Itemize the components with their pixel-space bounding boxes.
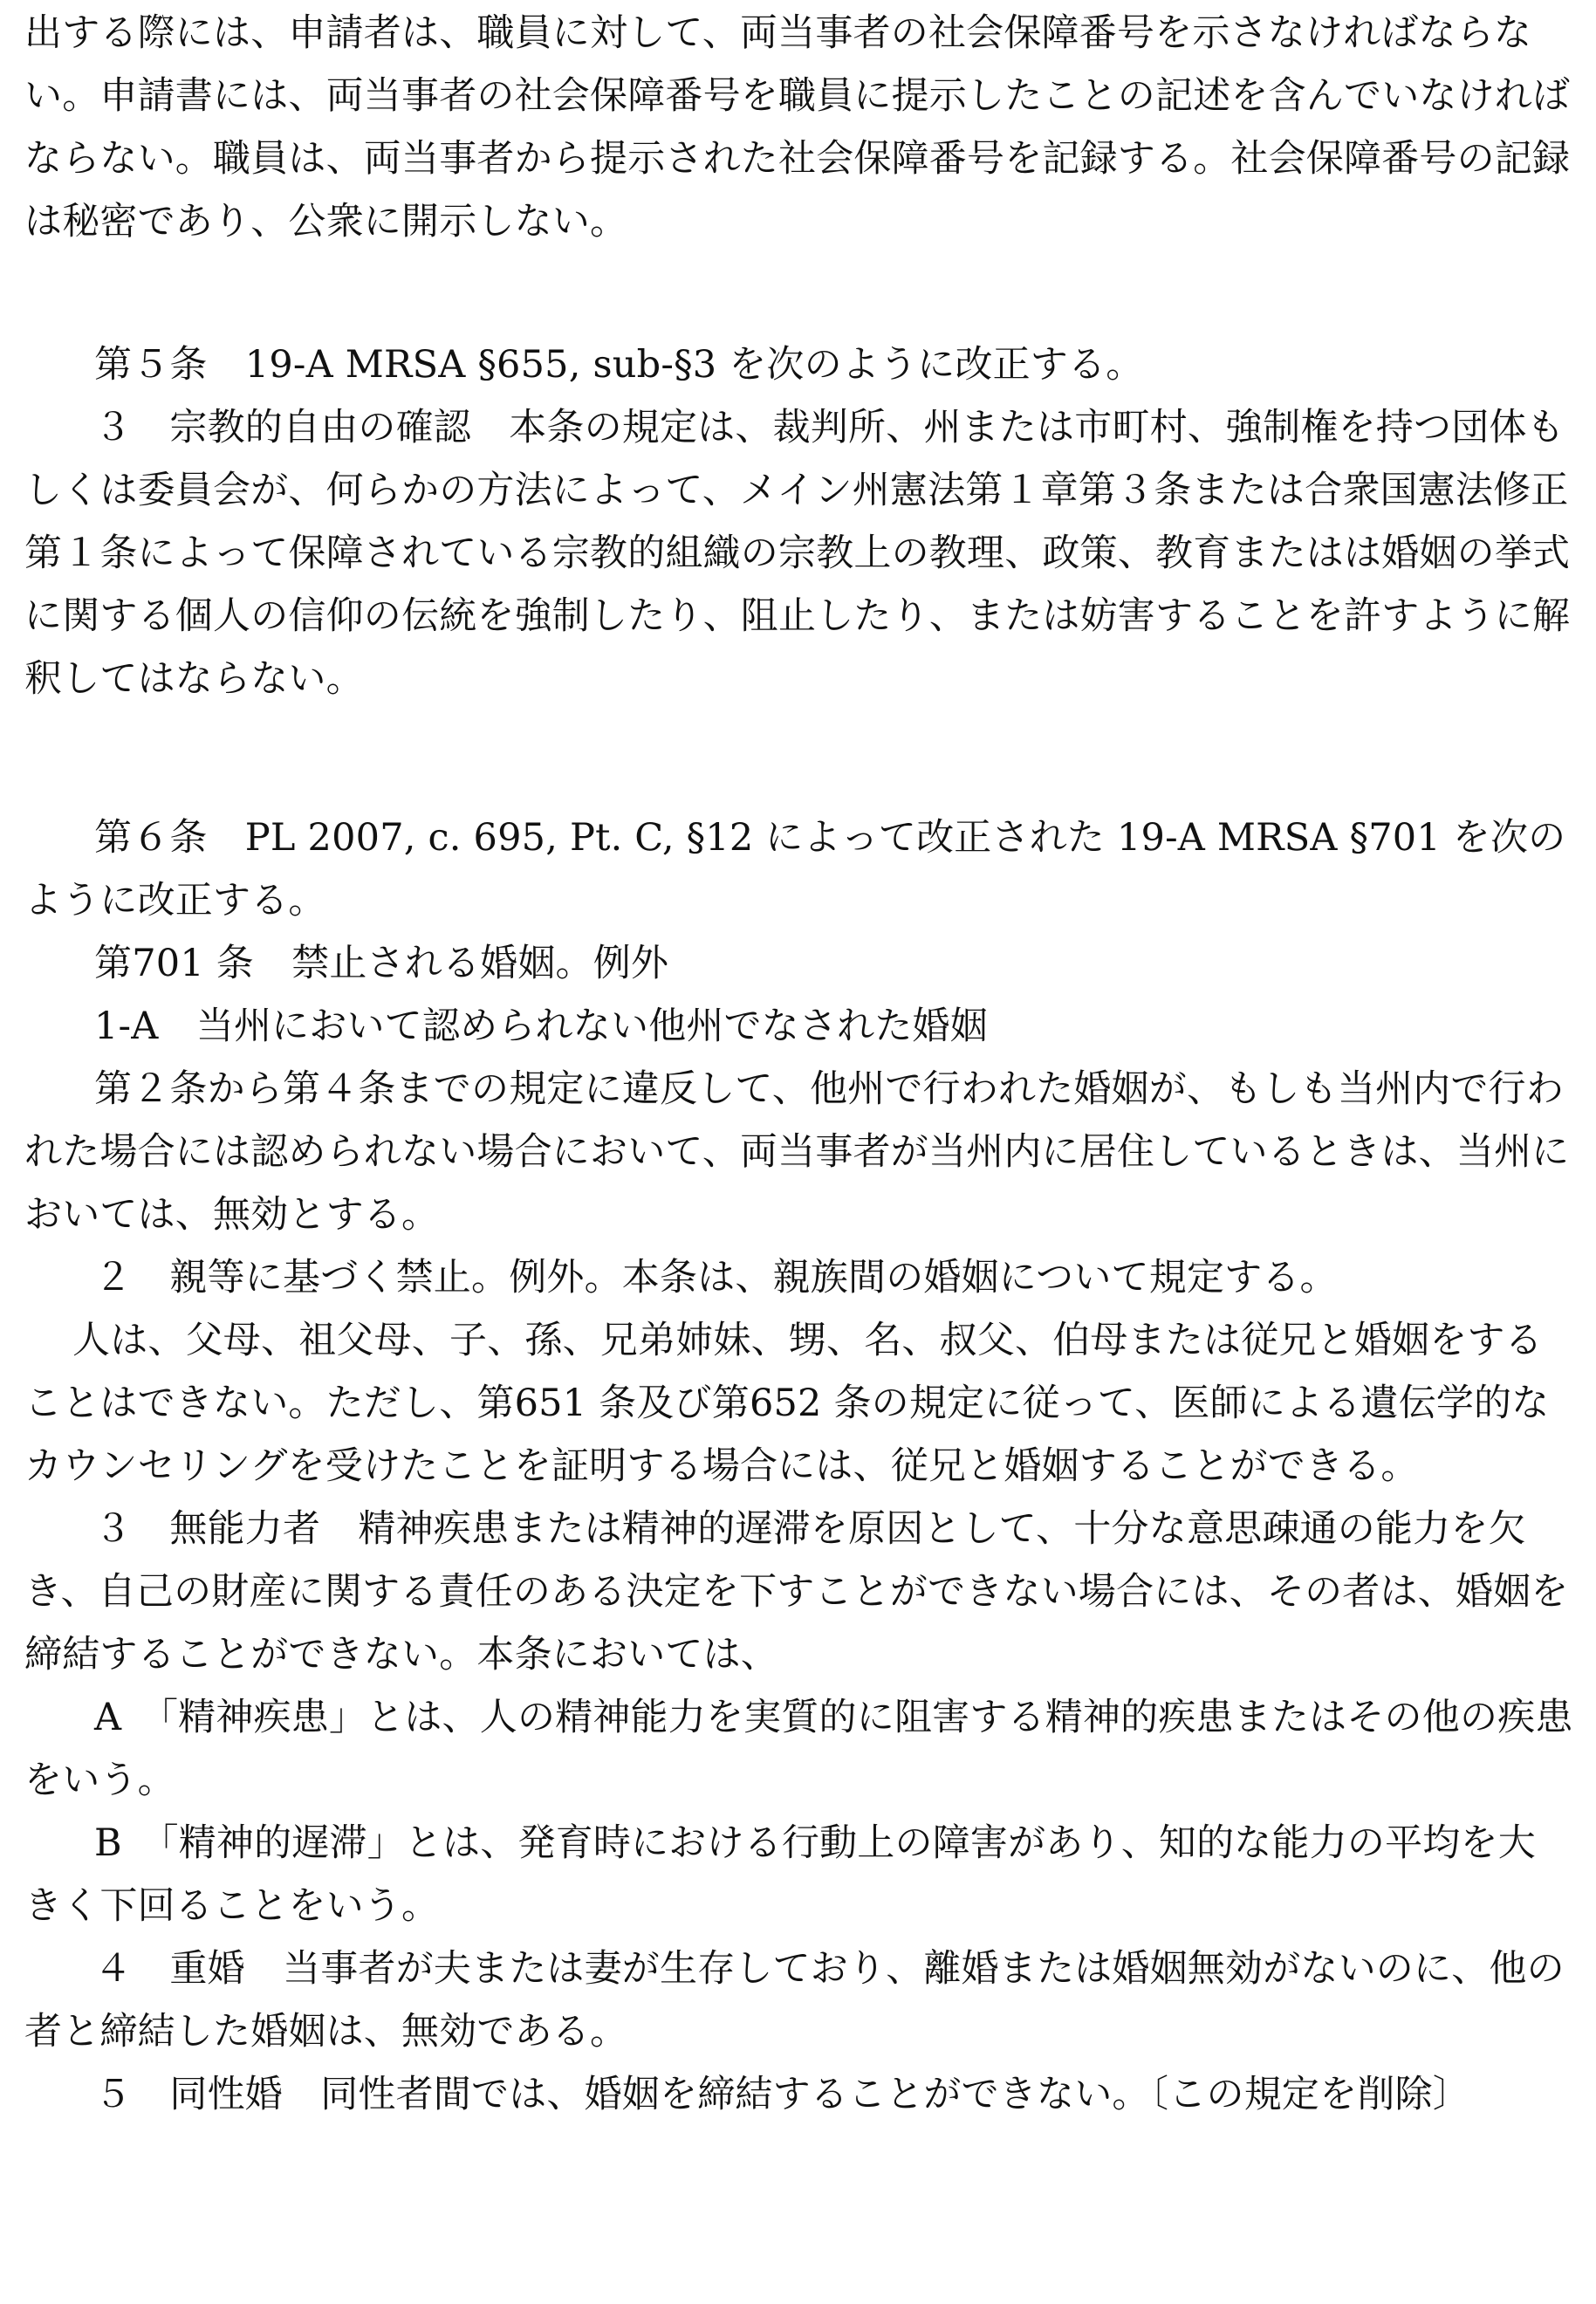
paragraph-article-6-heading: 第６条 PL 2007, c. 695, Pt. C, §12 によって改正された 19-A MRSA §701 を次のように改正する。	[24, 816, 1566, 922]
paragraph-section-701-title: 第701 条 禁止される婚姻。例外	[94, 942, 669, 985]
paragraph-consanguinity-heading: ２ 親等に基づく禁止。例外。本条は、親族間の婚姻について規定する。	[94, 1256, 1338, 1299]
paragraph-definition-mental-illness: A 「精神疾患」とは、人の精神能力を実質的に阻害する精神的疾患またはその他の疾患をいう。	[24, 1696, 1573, 1802]
paragraph-religious-freedom: ３ 宗教的自由の確認 本条の規定は、裁判所、州または市町村、強制権を持つ団体もしくは委員会が、何らかの方法によって、メイン州憲法第１章第３条または合衆国憲法修正第１条によって保障されている宗教的組織の宗教上の教理、政策、教育またはは婚姻の挙式に関する個人の信仰の伝統を強制したり、阻止したり、または妨害することを許すように解釈してはならない。	[24, 406, 1571, 701]
paragraph-consanguinity-body: 人は、父母、祖父母、子、孫、兄弟姉妹、甥、名、叔父、伯母または従兄と婚姻をすることはできない。ただし、第651 条及び第652 条の規定に従って、医師による遺伝学的なカウンセリングを受けたことを証明する場合には、従兄と婚姻することができる。	[24, 1319, 1550, 1488]
paragraph-definition-mental-retardation: B 「精神的遅滞」とは、発育時における行動上の障害があり、知的な能力の平均を大きく下回ることをいう。	[24, 1821, 1536, 1928]
paragraph-ssn-disclosure: 出する際には、申請者は、職員に対して、両当事者の社会保障番号を示さなければならない。申請書には、両当事者の社会保障番号を職員に提示したことの記述を含んでいなければならない。職員は、両当事者から提示された社会保障番号を記録する。社会保障番号の記録は秘密であり、公衆に開示しない。	[24, 11, 1571, 243]
paragraph-article-5-heading: 第５条 19-A MRSA §655, sub-§3 を次のように改正する。	[94, 343, 1144, 387]
section-article-5	[24, 333, 1573, 710]
paragraph-out-of-state-marriage: 第２条から第４条までの規定に違反して、他州で行われた婚姻が、もしも当州内で行われた場合には認められない場合において、両当事者が当州内に居住しているときは、当州においては、無効とする。	[24, 1067, 1570, 1237]
paragraph-1a-heading: 1-A 当州において認められない他州でなされた婚姻	[94, 1005, 988, 1048]
section-intro	[24, 2, 1573, 253]
paragraph-same-sex-marriage: ５ 同性婚 同性者間では、婚姻を締結することができない。〔この規定を削除〕	[94, 2073, 1470, 2116]
section-article-6	[24, 806, 1573, 2126]
paragraph-bigamy: ４ 重婚 当事者が夫または妻が生存しており、離婚または婚姻無効がないのに、他の者と締結した婚姻は、無効である。	[24, 1947, 1565, 2054]
paragraph-incapacity: ３ 無能力者 精神疾患または精神的遅滞を原因として、十分な意思疎通の能力を欠き、自己の財産に関する責任のある決定を下すことができない場合には、その者は、婚姻を締結することができない。本条においては、	[24, 1507, 1569, 1677]
